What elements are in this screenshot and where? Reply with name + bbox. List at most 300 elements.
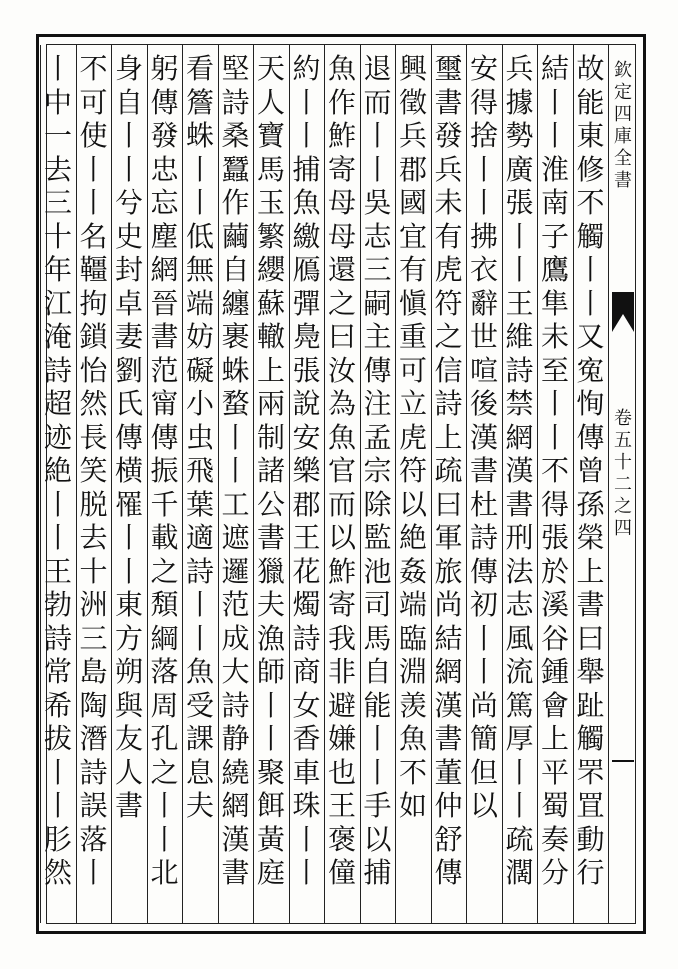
character: 丨 (43, 521, 72, 554)
character: 法 (505, 554, 534, 588)
character: 詩 (79, 755, 108, 789)
character: 丨 (79, 152, 108, 186)
character: 餌 (256, 789, 285, 822)
character: 香 (292, 722, 321, 755)
character: 詩 (43, 621, 72, 655)
character: 去 (79, 521, 108, 554)
character: 傳 (114, 420, 143, 454)
character: 纏 (221, 286, 250, 320)
character: 蛛 (221, 353, 250, 387)
character: 網 (221, 789, 250, 822)
character: 上 (540, 722, 569, 755)
character: 於 (540, 554, 569, 588)
character: 信 (434, 353, 463, 387)
character: 頽 (150, 588, 179, 621)
character: 人 (256, 85, 285, 119)
character: 繳 (292, 219, 321, 253)
character: 奏 (540, 822, 569, 856)
margin-character: 四 (614, 518, 632, 539)
character: 丨 (150, 822, 179, 856)
character: 三 (363, 253, 392, 286)
margin-rule (612, 760, 634, 762)
character: 自 (221, 253, 250, 286)
character: 丨 (540, 85, 569, 119)
character: 可 (79, 85, 108, 119)
character: 三 (79, 621, 108, 655)
character: 息 (185, 755, 214, 789)
margin-character: 書 (614, 170, 632, 191)
character: 宗 (363, 454, 392, 487)
character: 超 (43, 387, 72, 420)
character: 拂 (469, 219, 498, 253)
character: 淵 (398, 655, 427, 688)
text-column (287, 52, 327, 890)
character: 宜 (398, 219, 427, 253)
character: 隼 (540, 286, 569, 320)
character: 丨 (363, 722, 392, 755)
character: 拘 (79, 286, 108, 320)
character: 桑 (221, 119, 250, 152)
character: 丨 (505, 219, 534, 253)
character: 兵 (434, 152, 463, 186)
character: 書 (576, 588, 605, 621)
character: 魚 (327, 52, 356, 85)
character: 舒 (434, 822, 463, 856)
character: 漢 (505, 454, 534, 487)
character: 王 (327, 789, 356, 822)
text-column (74, 52, 114, 890)
character: 蜀 (540, 789, 569, 822)
character: 孔 (150, 722, 179, 755)
character: 如 (398, 789, 427, 822)
character: 維 (505, 320, 534, 353)
character: 誤 (79, 789, 108, 822)
character: 丨 (505, 755, 534, 789)
character: 我 (327, 621, 356, 655)
character: 兵 (398, 119, 427, 152)
character: 吳 (363, 186, 392, 219)
character: 丨 (221, 454, 250, 487)
character: 忘 (150, 186, 179, 219)
character: 國 (398, 186, 427, 219)
character: 丨 (43, 755, 72, 789)
text-column (251, 52, 291, 890)
character: 黃 (256, 822, 285, 856)
character: 丨 (292, 856, 321, 889)
character: 恂 (576, 387, 605, 420)
character: 嫌 (327, 722, 356, 755)
character: 但 (469, 755, 498, 789)
character: 希 (43, 688, 72, 722)
character: 上 (576, 554, 605, 588)
character: 丨 (505, 253, 534, 286)
character: 丨 (114, 152, 143, 186)
character: 車 (292, 755, 321, 789)
character: 罹 (114, 487, 143, 521)
character: 繁 (256, 219, 285, 253)
character: 丨 (185, 621, 214, 655)
character: 友 (114, 722, 143, 755)
character: 天 (256, 52, 285, 85)
character: 商 (292, 655, 321, 688)
margin-character: 之 (614, 496, 632, 517)
character: 夫 (256, 588, 285, 621)
character: 庭 (256, 856, 285, 889)
character: 落 (150, 655, 179, 688)
character: 詩 (221, 85, 250, 119)
text-column (322, 52, 362, 890)
character: 丨 (292, 822, 321, 856)
character: 迹 (43, 420, 72, 454)
character: 蝥 (221, 387, 250, 420)
character: 曾 (576, 454, 605, 487)
character: 虎 (434, 253, 463, 286)
character: 漁 (256, 621, 285, 655)
character: 兮 (114, 186, 143, 219)
character: 禁 (505, 387, 534, 420)
character: 名 (79, 219, 108, 253)
character: 丨 (43, 52, 72, 85)
character: 拔 (43, 722, 72, 755)
character: 張 (540, 521, 569, 554)
character: 卓 (114, 286, 143, 320)
character: 妨 (185, 320, 214, 353)
character: 杜 (469, 487, 498, 521)
character: 丨 (576, 286, 605, 320)
character: 馬 (256, 152, 285, 186)
character: 故 (576, 52, 605, 85)
character: 符 (398, 454, 427, 487)
character: 氏 (114, 387, 143, 420)
character: 樂 (292, 454, 321, 487)
character: 廣 (505, 152, 534, 186)
character: 鮓 (327, 119, 356, 152)
character: 丨 (540, 119, 569, 152)
character: 傳 (469, 554, 498, 588)
character: 篤 (505, 688, 534, 722)
character: 端 (398, 588, 427, 621)
character: 方 (114, 621, 143, 655)
character: 鷹 (540, 253, 569, 286)
character: 發 (434, 119, 463, 152)
character: 丨 (79, 186, 108, 219)
character: 丨 (43, 487, 72, 521)
character: 寃 (576, 353, 605, 387)
character: 丨 (43, 789, 72, 822)
character: 分 (540, 856, 569, 889)
character: 遮 (221, 521, 250, 554)
character: 司 (363, 588, 392, 621)
character: 曰 (576, 621, 605, 655)
character: 不 (576, 186, 605, 219)
character: 嗣 (363, 286, 392, 320)
character: 潛 (79, 722, 108, 755)
character: 十 (43, 219, 72, 253)
margin-volume-label (612, 408, 634, 540)
character: 丨 (540, 420, 569, 454)
character: 詩 (505, 353, 534, 387)
character: 丨 (185, 186, 214, 219)
character: 疏 (505, 822, 534, 856)
character: 長 (79, 420, 108, 454)
character: 島 (79, 655, 108, 688)
text-column (500, 52, 540, 890)
character: 落 (79, 822, 108, 856)
character: 動 (576, 822, 605, 856)
character: 會 (540, 688, 569, 722)
character: 志 (363, 219, 392, 253)
character: 小 (185, 387, 214, 420)
character: 觸 (576, 219, 605, 253)
character: 丨 (469, 621, 498, 655)
character: 網 (505, 420, 534, 454)
character: 詩 (434, 387, 463, 420)
text-column (571, 52, 611, 890)
character: 王 (505, 286, 534, 320)
character: 丨 (292, 119, 321, 152)
character: 辭 (469, 286, 498, 320)
character: 燭 (292, 588, 321, 621)
character: 上 (256, 353, 285, 387)
character: 魚 (398, 722, 427, 755)
character: 十 (79, 554, 108, 588)
character: 詩 (292, 621, 321, 655)
character: 礙 (185, 353, 214, 387)
character: 主 (363, 320, 392, 353)
character: 丨 (469, 655, 498, 688)
character: 郡 (398, 152, 427, 186)
character: 虫 (185, 420, 214, 454)
character: 塵 (150, 219, 179, 253)
character: 飛 (185, 454, 214, 487)
character: 書 (434, 722, 463, 755)
margin-character: 卷 (614, 408, 632, 429)
character: 捕 (363, 856, 392, 889)
character: 丨 (79, 856, 108, 889)
character: 溪 (540, 588, 569, 621)
character: 韁 (79, 253, 108, 286)
margin-book-title (612, 60, 634, 192)
character: 淮 (540, 152, 569, 186)
character: 甯 (150, 387, 179, 420)
character: 以 (363, 822, 392, 856)
character: 行 (576, 856, 605, 889)
character: 然 (79, 387, 108, 420)
character: 朔 (114, 655, 143, 688)
character: 之 (150, 755, 179, 789)
character: 旅 (434, 554, 463, 588)
margin-character: 四 (614, 104, 632, 125)
character: 詩 (221, 688, 250, 722)
character: 丨 (150, 789, 179, 822)
text-column (38, 52, 78, 890)
character: 南 (540, 186, 569, 219)
character: 興 (398, 52, 427, 85)
text-column (145, 52, 185, 890)
character: 退 (363, 52, 392, 85)
character: 而 (363, 85, 392, 119)
character: 軍 (434, 521, 463, 554)
character: 上 (434, 420, 463, 454)
character: 轍 (256, 320, 285, 353)
character: 淹 (43, 320, 72, 353)
character: 妻 (114, 320, 143, 353)
character: 書 (150, 320, 179, 353)
character: 自 (114, 85, 143, 119)
character: 夫 (185, 789, 214, 822)
character: 魚 (292, 186, 321, 219)
character: 使 (79, 119, 108, 152)
character: 周 (150, 688, 179, 722)
character: 漢 (434, 688, 463, 722)
character: 傳 (576, 420, 605, 454)
character: 母 (327, 186, 356, 219)
character: 有 (398, 253, 427, 286)
character: 封 (114, 253, 143, 286)
character: 花 (292, 554, 321, 588)
character: 疏 (434, 454, 463, 487)
character: 絶 (398, 521, 427, 554)
character: 作 (327, 85, 356, 119)
character: 以 (327, 521, 356, 554)
character: 非 (327, 655, 356, 688)
character: 受 (185, 688, 214, 722)
character: 丨 (469, 152, 498, 186)
character: 丨 (363, 152, 392, 186)
character: 丨 (114, 119, 143, 152)
character: 符 (434, 286, 463, 320)
character: 千 (150, 487, 179, 521)
character: 厚 (505, 722, 534, 755)
character: 觸 (576, 722, 605, 755)
character: 傳 (150, 85, 179, 119)
character: 然 (43, 856, 72, 889)
character: 詩 (185, 554, 214, 588)
character: 簡 (469, 722, 498, 755)
character: 肜 (43, 822, 72, 856)
character: 晉 (150, 286, 179, 320)
character: 還 (327, 253, 356, 286)
character: 重 (398, 320, 427, 353)
character: 網 (150, 253, 179, 286)
character: 繞 (221, 755, 250, 789)
character: 立 (398, 387, 427, 420)
character: 去 (43, 152, 72, 186)
character: 自 (363, 655, 392, 688)
character: 董 (434, 755, 463, 789)
character: 安 (292, 420, 321, 454)
character: 罝 (576, 789, 605, 822)
text-column (429, 52, 469, 890)
margin-character: 五 (614, 430, 632, 451)
character: 適 (185, 521, 214, 554)
character: 低 (185, 219, 214, 253)
character: 為 (327, 387, 356, 420)
character: 得 (469, 85, 498, 119)
character: 也 (327, 755, 356, 789)
character: 怡 (79, 353, 108, 387)
margin-character: 庫 (614, 126, 632, 147)
character: 丨 (221, 420, 250, 454)
character: 風 (505, 621, 534, 655)
character: 結 (540, 52, 569, 85)
character: 之 (327, 286, 356, 320)
character: 尚 (434, 588, 463, 621)
character: 人 (114, 755, 143, 789)
character: 鍾 (540, 655, 569, 688)
character: 蠶 (221, 152, 250, 186)
character: 裹 (221, 320, 250, 353)
character: 書 (256, 521, 285, 554)
character: 結 (434, 621, 463, 655)
margin-character: 全 (614, 148, 632, 169)
character: 丨 (292, 85, 321, 119)
character: 後 (469, 387, 498, 420)
character: 徵 (398, 85, 427, 119)
character: 有 (434, 219, 463, 253)
character: 書 (221, 856, 250, 889)
character: 發 (150, 119, 179, 152)
character: 臨 (398, 621, 427, 655)
margin-character: 定 (614, 82, 632, 103)
character: 陶 (79, 688, 108, 722)
character: 端 (185, 286, 214, 320)
character: 三 (43, 186, 72, 219)
character: 笑 (79, 454, 108, 487)
character: 東 (576, 119, 605, 152)
character: 北 (150, 856, 179, 889)
character: 刑 (505, 521, 534, 554)
character: 仲 (434, 789, 463, 822)
character: 堅 (221, 52, 250, 85)
character: 江 (43, 286, 72, 320)
character: 不 (398, 755, 427, 789)
character: 喧 (469, 353, 498, 387)
character: 無 (185, 253, 214, 286)
text-column (180, 52, 220, 823)
character: 至 (540, 353, 569, 387)
character: 據 (505, 85, 534, 119)
character: 静 (221, 722, 250, 755)
character: 池 (363, 554, 392, 588)
character: 虎 (398, 420, 427, 454)
text-column (358, 52, 398, 890)
character: 趾 (576, 688, 605, 722)
character: 孫 (576, 487, 605, 521)
character: 詩 (43, 353, 72, 387)
character: 張 (505, 186, 534, 219)
margin-character: 十 (614, 452, 632, 473)
character: 魚 (327, 420, 356, 454)
character: 而 (327, 487, 356, 521)
character: 王 (43, 554, 72, 588)
character: 得 (540, 487, 569, 521)
character: 傳 (434, 856, 463, 889)
character: 漢 (221, 822, 250, 856)
character: 未 (434, 186, 463, 219)
character: 網 (434, 655, 463, 688)
character: 常 (43, 655, 72, 688)
character: 鮓 (327, 554, 356, 588)
character: 脱 (79, 487, 108, 521)
character: 未 (540, 320, 569, 353)
character: 寄 (327, 152, 356, 186)
character: 看 (185, 52, 214, 85)
character: 范 (150, 353, 179, 387)
character: 繭 (221, 219, 250, 253)
character: 玉 (256, 186, 285, 219)
character: 彈 (292, 286, 321, 320)
